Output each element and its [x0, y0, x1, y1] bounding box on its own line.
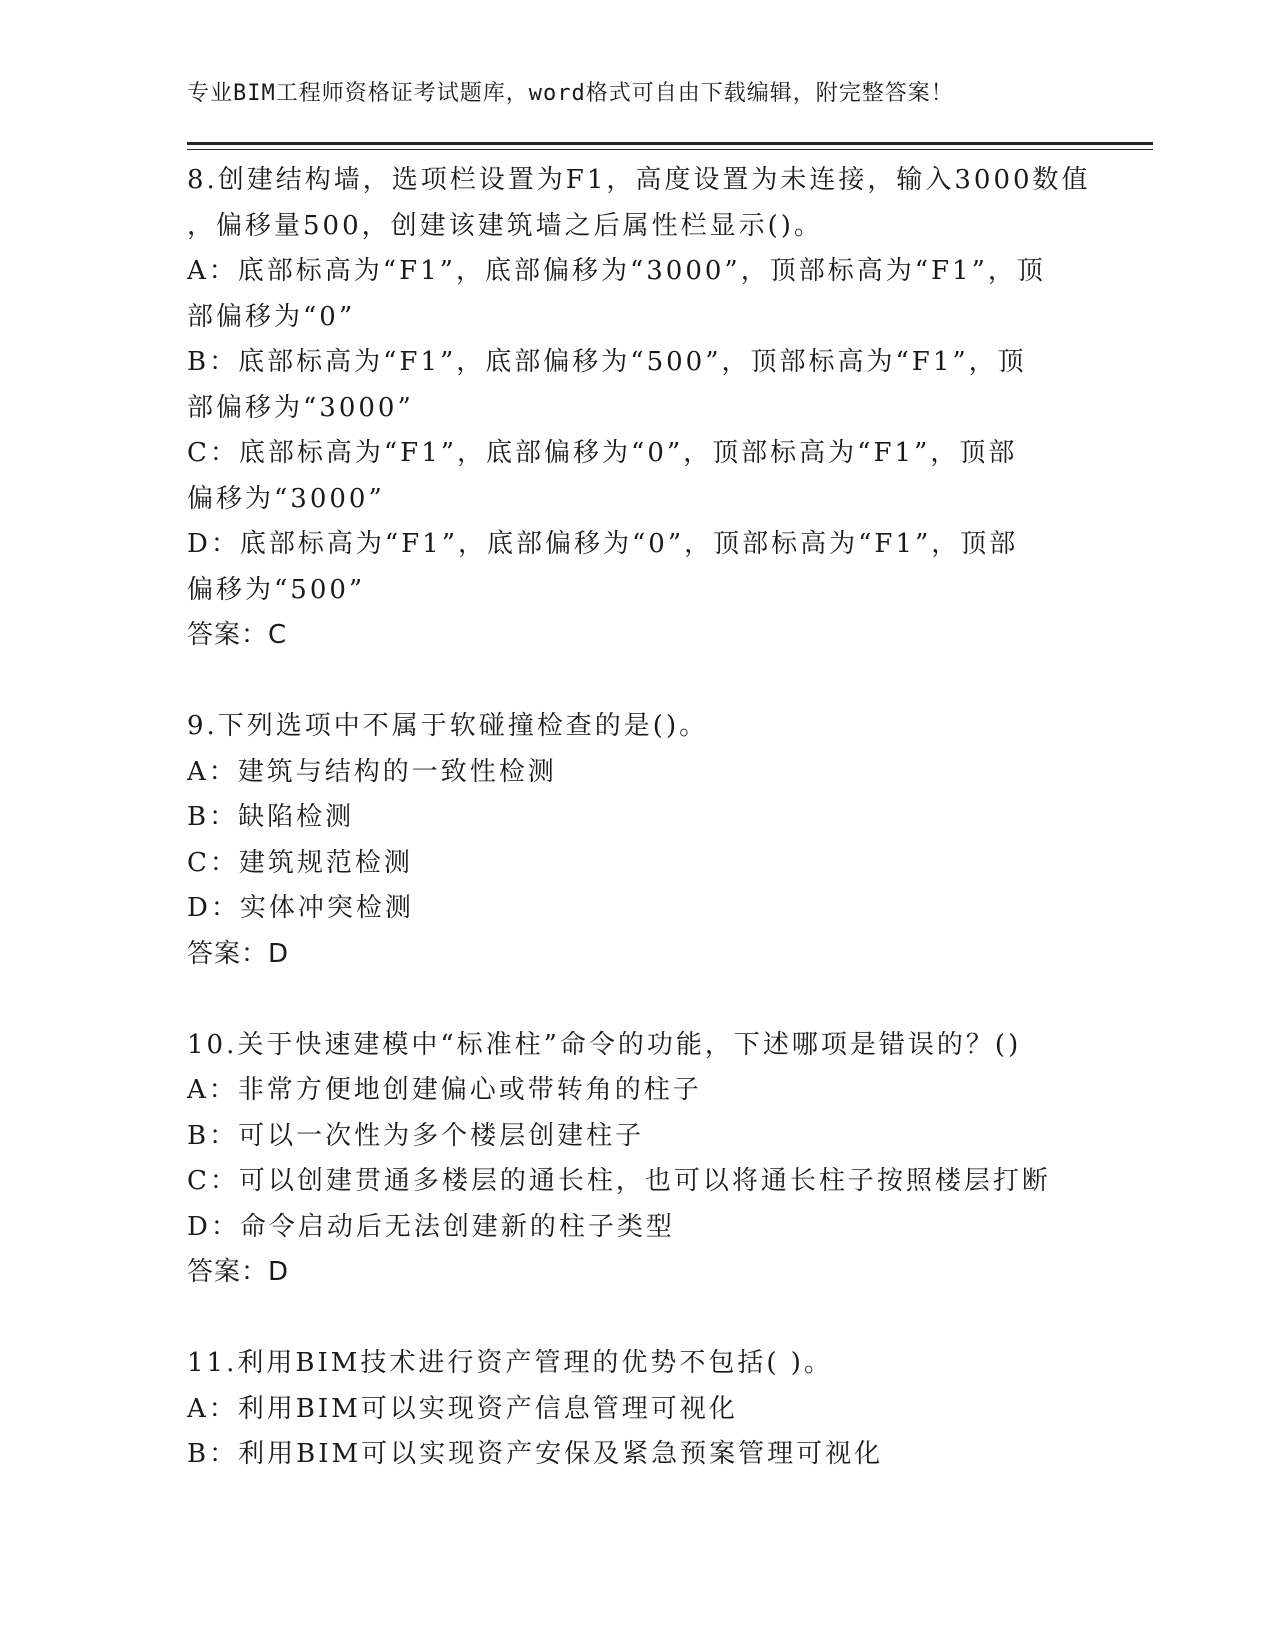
- option-a: A：底部标高为“F1”，底部偏移为“3000”，顶部标高为“F1”，顶: [187, 256, 1046, 286]
- question-block: [187, 704, 1107, 977]
- option-b: B：利用BIM可以实现资产安保及紧急预案管理可视化: [187, 1439, 884, 1469]
- answer-line: 答案：D: [187, 1257, 290, 1287]
- question-stem: ，偏移量500，创建该建筑墙之后属性栏显示()。: [187, 210, 823, 241]
- spacer: [187, 977, 1107, 1023]
- option-b: B：底部标高为“F1”，底部偏移为“500”，顶部标高为“F1”，顶: [187, 347, 1027, 377]
- question-stem: 10.关于快速建模中“标准柱”命令的功能，下述哪项是错误的？(): [187, 1029, 1022, 1060]
- option-a: 部偏移为“0”: [187, 301, 356, 332]
- option-c: C：建筑规范检测: [187, 847, 413, 878]
- option-a: A：非常方便地创建偏心或带转角的柱子: [187, 1075, 702, 1105]
- question-block: [187, 1341, 1107, 1478]
- option-d: D：底部标高为“F1”，底部偏移为“0”，顶部标高为“F1”，顶部: [187, 529, 1019, 559]
- question-block: [187, 158, 1107, 659]
- header-rule-thin: [187, 149, 1153, 150]
- page-header: 专业BIM工程师资格证考试题库，word格式可自由下载编辑，附完整答案！: [187, 81, 954, 106]
- option-a: A：利用BIM可以实现资产信息管理可视化: [187, 1393, 738, 1424]
- option-d: D：命令启动后无法创建新的柱子类型: [187, 1211, 675, 1242]
- option-b: B：可以一次性为多个楼层创建柱子: [187, 1120, 645, 1151]
- option-c: 偏移为“3000”: [187, 483, 385, 514]
- question-stem: 9.下列选项中不属于软碰撞检查的是()。: [187, 711, 709, 741]
- option-b: 部偏移为“3000”: [187, 392, 414, 423]
- header-rule-thick: [187, 142, 1153, 145]
- option-c: C：可以创建贯通多楼层的通长柱，也可以将通长柱子按照楼层打断: [187, 1166, 1051, 1196]
- option-d: 偏移为“500”: [187, 574, 366, 605]
- question-block: [187, 1023, 1107, 1296]
- question-stem: 8.创建结构墙，选项栏设置为F1，高度设置为未连接，输入3000数值: [187, 165, 1091, 195]
- answer-line: 答案：C: [187, 620, 288, 650]
- question-list: [187, 158, 1107, 1478]
- question-stem: 11.利用BIM技术进行资产管理的优势不包括( )。: [187, 1348, 833, 1378]
- option-a: A：建筑与结构的一致性检测: [187, 756, 557, 787]
- spacer: [187, 659, 1107, 705]
- spacer: [187, 1296, 1107, 1342]
- option-c: C：底部标高为“F1”，底部偏移为“0”，顶部标高为“F1”，顶部: [187, 438, 1018, 468]
- option-b: B：缺陷检测: [187, 802, 355, 832]
- option-d: D：实体冲突检测: [187, 893, 414, 923]
- answer-line: 答案：D: [187, 938, 290, 969]
